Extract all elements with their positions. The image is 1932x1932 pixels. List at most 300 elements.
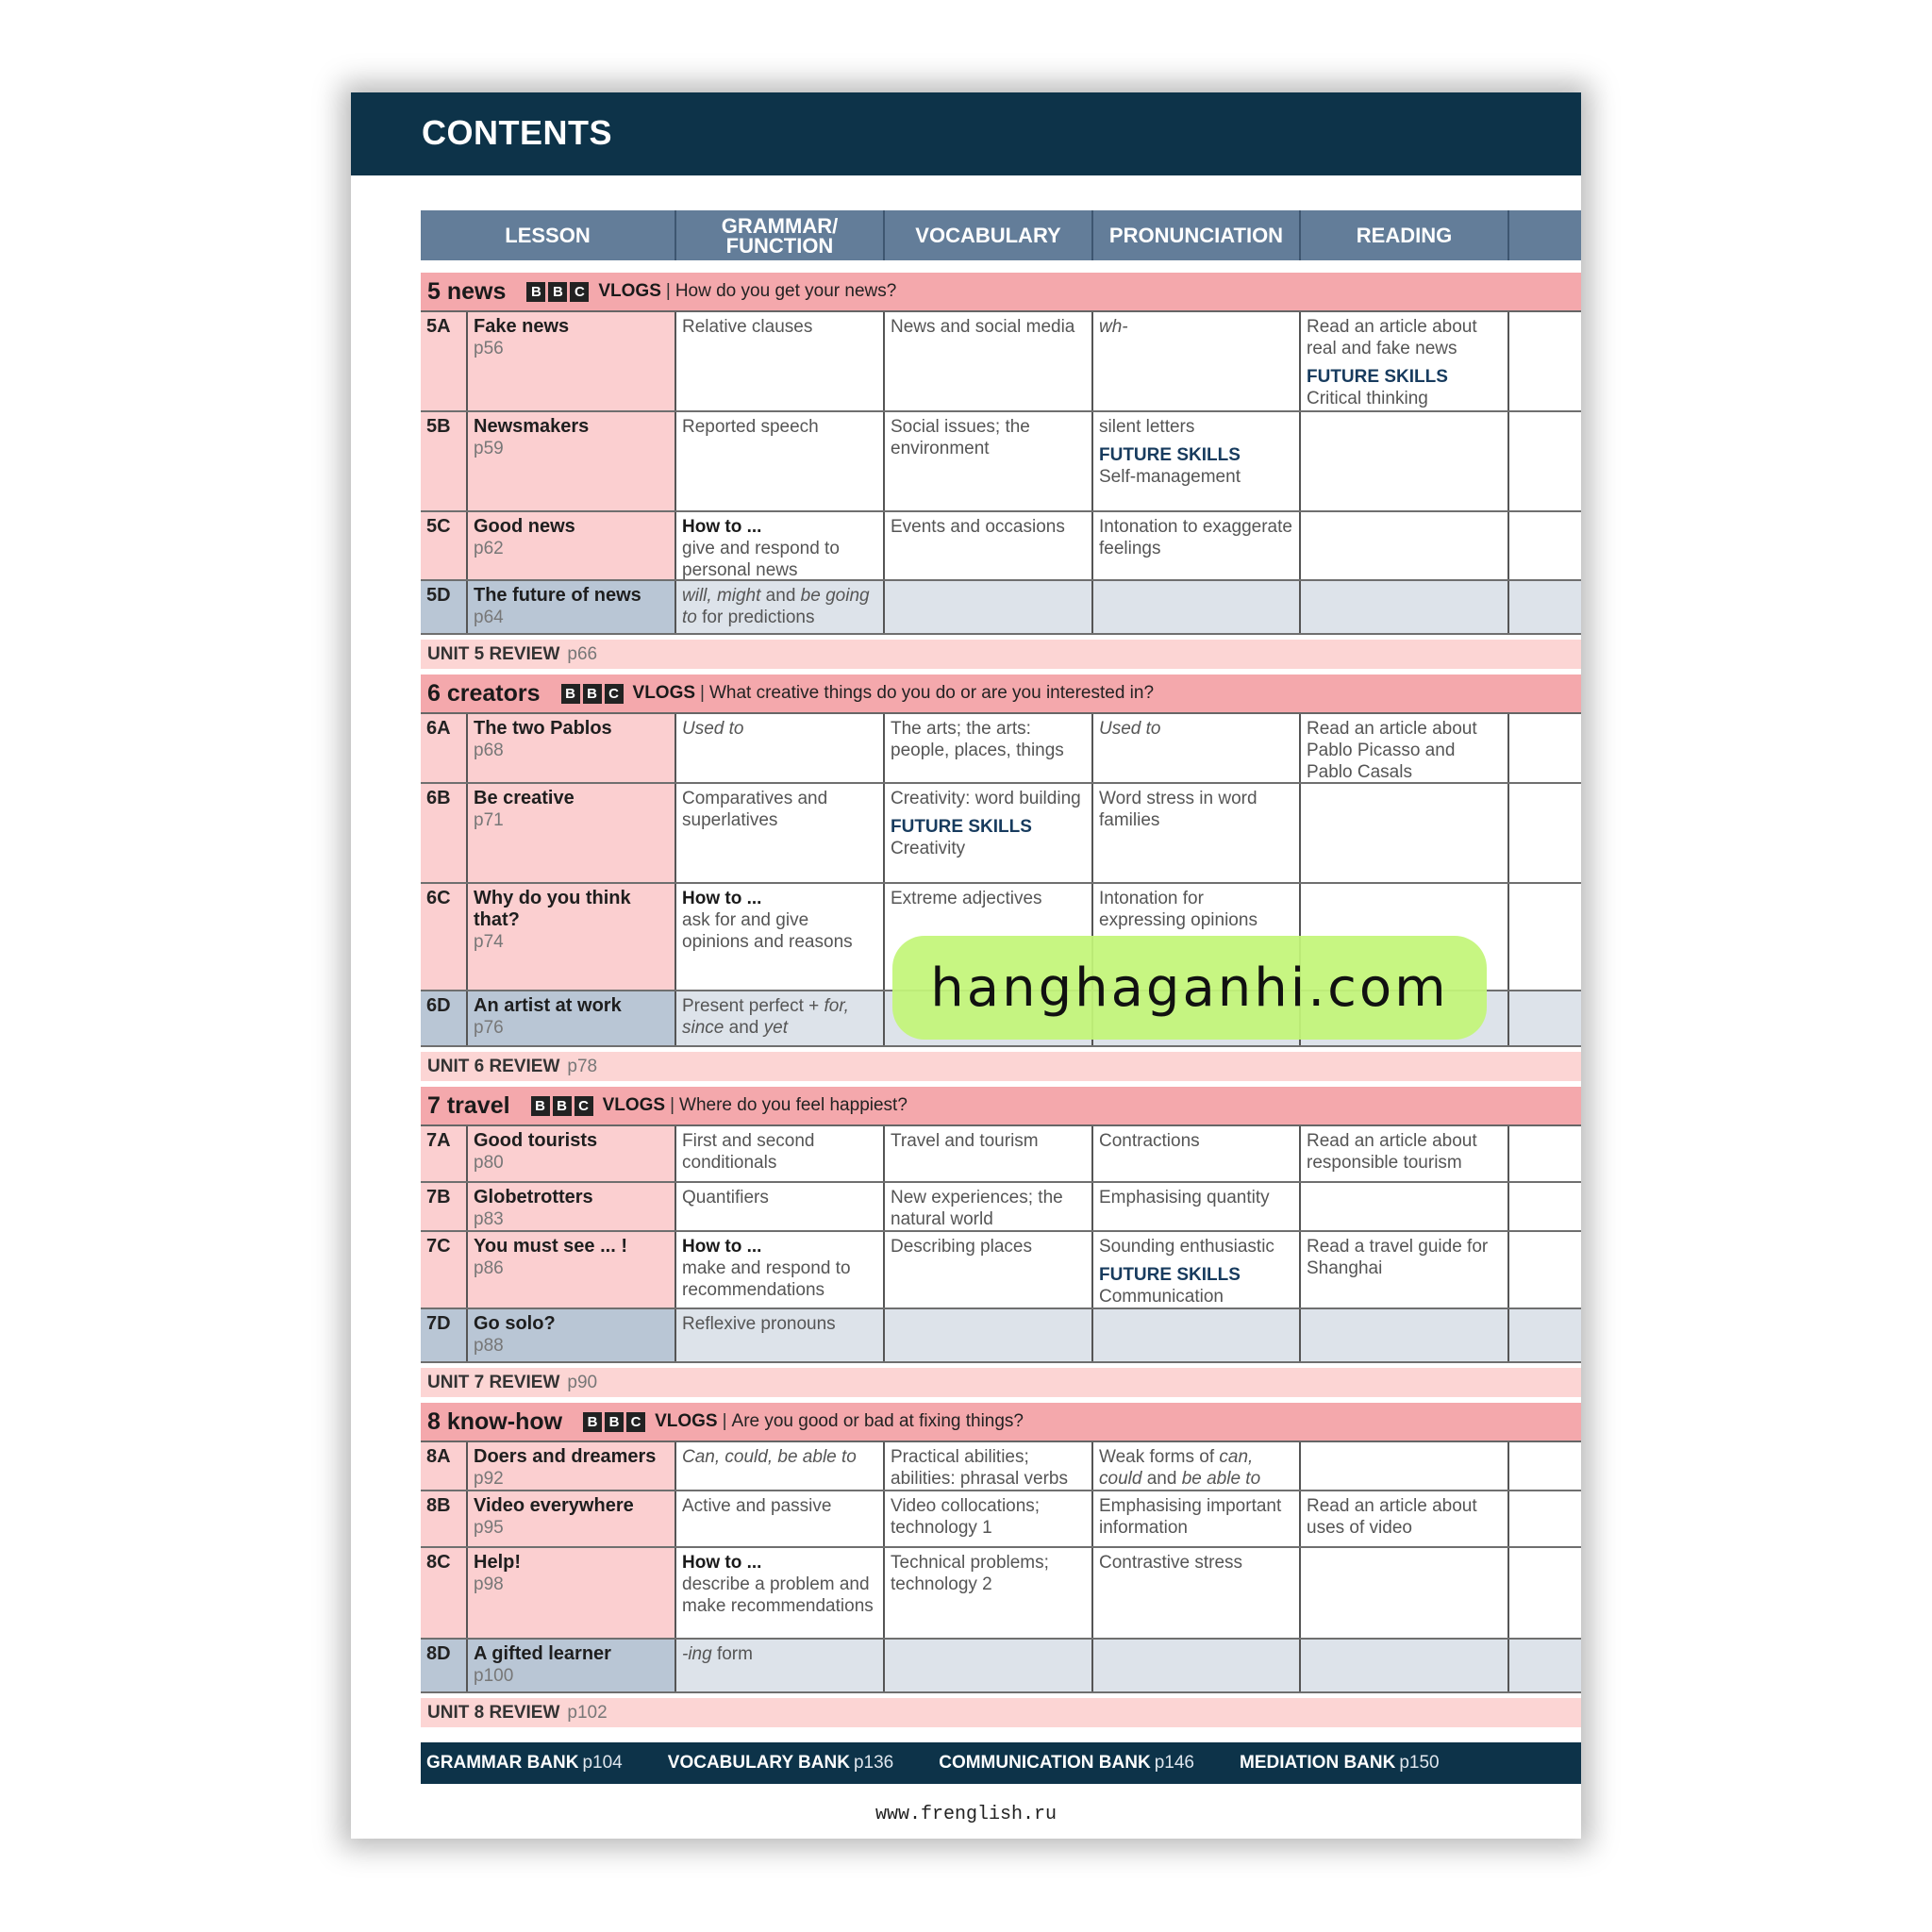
review-label: UNIT 8 REVIEW [427, 1702, 560, 1723]
cell-text: Contrastive stress [1099, 1553, 1243, 1573]
vocabulary-cell [885, 412, 1093, 510]
bank-link [668, 1753, 893, 1774]
lesson-title: Fake news [474, 316, 570, 337]
unit-header [421, 273, 1581, 312]
lesson-cell [468, 1548, 676, 1638]
extra-cell [1509, 784, 1581, 882]
cell-line [891, 1552, 1086, 1595]
grammar-cell [676, 1232, 885, 1307]
extra-cell [1509, 1309, 1581, 1361]
cell-text: describe a problem and make recommendations [682, 1574, 874, 1616]
unit-review [421, 1698, 1581, 1727]
lesson-title: Good tourists [474, 1130, 598, 1151]
extra-cell [1509, 1126, 1581, 1181]
bbc-logo-letter: B [561, 684, 580, 704]
cell-text-italic: be able to [1181, 1469, 1261, 1489]
column-header-grammar: GRAMMAR/ FUNCTION [676, 210, 885, 260]
reading-cell [1301, 1309, 1509, 1361]
cell-text-italic: Used to [1099, 719, 1161, 739]
bank-link [939, 1753, 1194, 1774]
reading-cell [1301, 714, 1509, 782]
column-header-lesson: LESSON [421, 210, 676, 260]
lesson-title: An artist at work [474, 995, 622, 1016]
reading-cell [1301, 1232, 1509, 1307]
bank-page: p136 [853, 1753, 894, 1773]
cell-text: Describing places [891, 1237, 1032, 1257]
cell-text: Communication [1099, 1287, 1224, 1307]
pronunciation-cell [1093, 1183, 1301, 1230]
cell-text: Word stress in word families [1099, 789, 1257, 830]
bbc-logo-letter: B [548, 282, 567, 302]
cell-text: Practical abilities; abilities: phrasal verbs [891, 1447, 1068, 1489]
grammar-cell [676, 991, 885, 1045]
unit-header [421, 675, 1581, 714]
grammar-cell [676, 312, 885, 410]
unit-title: 7 travel [427, 1091, 510, 1119]
bbc-logo-letter: C [570, 282, 589, 302]
grammar-cell [676, 412, 885, 510]
lesson-page: p88 [474, 1336, 504, 1356]
cell-text: Emphasising important information [1099, 1496, 1282, 1538]
cell-text-italic: -ing [682, 1644, 712, 1664]
bbc-logo-letter: B [531, 1096, 550, 1116]
bank-label: GRAMMAR BANK [426, 1753, 579, 1773]
lesson-page: p95 [474, 1518, 504, 1538]
cell-line [682, 1574, 877, 1617]
bank-label: VOCABULARY BANK [667, 1753, 850, 1773]
lesson-title: The future of news [474, 585, 641, 606]
reading-cell [1301, 512, 1509, 579]
lesson-title: Why do you think that? [474, 888, 631, 930]
reading-cell [1301, 784, 1509, 882]
lesson-row [421, 784, 1581, 884]
lesson-code: 8D [421, 1640, 468, 1691]
separator: | [700, 683, 705, 703]
lesson-code: 8B [421, 1491, 468, 1546]
cell-line [682, 1187, 877, 1208]
vocabulary-cell [885, 1183, 1093, 1230]
cell-text-italic: wh- [1099, 317, 1128, 337]
lesson-row [421, 1183, 1581, 1232]
lesson-cell [468, 412, 676, 510]
cell-line [682, 585, 877, 628]
cell-text: Comparatives and superlatives [682, 789, 828, 830]
column-header-vocabulary: VOCABULARY [885, 210, 1093, 260]
bbc-logo-letter: B [553, 1096, 572, 1116]
cell-text: Reported speech [682, 417, 819, 437]
grammar-cell [676, 512, 885, 579]
cell-line [682, 995, 877, 1039]
lesson-page: p74 [474, 932, 504, 952]
cell-line [891, 718, 1086, 761]
cell-line [1307, 1130, 1502, 1174]
lesson-code: 8C [421, 1548, 468, 1638]
cell-line [682, 1236, 877, 1257]
cell-line [682, 1643, 877, 1665]
lesson-row [421, 512, 1581, 581]
lesson-cell [468, 1183, 676, 1230]
lesson-code: 6B [421, 784, 468, 882]
lesson-code: 7C [421, 1232, 468, 1307]
lesson-title: Go solo? [474, 1313, 556, 1334]
pronunciation-cell [1093, 1442, 1301, 1490]
lesson-code: 6A [421, 714, 468, 782]
pronunciation-cell [1093, 581, 1301, 633]
cell-line [1099, 1552, 1293, 1574]
cell-text: Read an article about Pablo Picasso and Pablo Casals [1307, 719, 1477, 782]
cell-text: Contractions [1099, 1131, 1200, 1151]
bbc-logo [531, 1096, 593, 1116]
lesson-cell [468, 1309, 676, 1361]
pronunciation-cell [1093, 1548, 1301, 1638]
lesson-code: 5B [421, 412, 468, 510]
lesson-page: p80 [474, 1153, 504, 1173]
lesson-code: 5C [421, 512, 468, 579]
column-header-reading: READING [1301, 210, 1509, 260]
lesson-page: p71 [474, 810, 504, 830]
reading-cell [1301, 1491, 1509, 1546]
cell-text-italic: will, might [682, 586, 761, 606]
reading-cell [1301, 1640, 1509, 1691]
bbc-logo-letter: C [575, 1096, 593, 1116]
cell-text: The arts; the arts: people, places, things [891, 719, 1064, 760]
cell-line [1099, 1236, 1293, 1257]
cell-text-italic: Used to [682, 719, 744, 739]
reading-cell [1301, 312, 1509, 410]
cell-text: Social issues; the environment [891, 417, 1030, 458]
lesson-title: The two Pablos [474, 718, 612, 739]
lesson-title: Help! [474, 1552, 521, 1573]
cell-line [891, 838, 1086, 859]
cell-line [1307, 1236, 1502, 1279]
page-title: CONTENTS [422, 113, 612, 152]
cell-line [682, 316, 877, 338]
cell-text: form [711, 1644, 753, 1664]
cell-line [891, 788, 1086, 809]
how-to-label: How to ... [682, 1237, 762, 1257]
unit-header [421, 1403, 1581, 1442]
cell-line [891, 516, 1086, 538]
extra-cell [1509, 714, 1581, 782]
grammar-cell [676, 1548, 885, 1638]
cell-line [1099, 1187, 1293, 1208]
vocabulary-cell [885, 1309, 1093, 1361]
vocabulary-cell [885, 1491, 1093, 1546]
separator: | [670, 1095, 675, 1115]
cell-line [1307, 316, 1502, 359]
lesson-row [421, 1640, 1581, 1693]
lesson-page: p59 [474, 439, 504, 458]
cell-line [891, 1130, 1086, 1152]
extra-cell [1509, 512, 1581, 579]
vlogs-label: VLOGS [632, 683, 696, 703]
vocabulary-cell [885, 1640, 1093, 1691]
extra-cell [1509, 1548, 1581, 1638]
bbc-logo-letter: B [605, 1412, 624, 1432]
lesson-row [421, 714, 1581, 784]
vocabulary-cell [885, 581, 1093, 633]
separator: | [722, 1411, 727, 1431]
lesson-code: 8A [421, 1442, 468, 1490]
unit-title: 5 news [427, 277, 507, 305]
unit-header [421, 1087, 1581, 1126]
cell-line [891, 1236, 1086, 1257]
lesson-page: p64 [474, 608, 504, 627]
pronunciation-cell [1093, 1491, 1301, 1546]
cell-text: Extreme adjectives [891, 889, 1042, 908]
review-label: UNIT 6 REVIEW [427, 1056, 560, 1076]
bank-label: MEDIATION BANK [1239, 1753, 1396, 1773]
cell-text: and [724, 1018, 764, 1038]
vocabulary-cell [885, 784, 1093, 882]
bank-link [1240, 1753, 1440, 1774]
cell-text: Video collocations; technology 1 [891, 1496, 1041, 1538]
cell-text: Travel and tourism [891, 1131, 1039, 1151]
extra-cell [1509, 312, 1581, 410]
lesson-row [421, 581, 1581, 635]
reading-cell [1301, 1442, 1509, 1490]
bank-link [426, 1753, 623, 1774]
cell-line [1307, 1495, 1502, 1539]
cell-line [1099, 788, 1293, 831]
cell-line [891, 1446, 1086, 1490]
lesson-code: 7D [421, 1309, 468, 1361]
lesson-cell [468, 991, 676, 1045]
lesson-cell [468, 1442, 676, 1490]
lesson-cell [468, 1640, 676, 1691]
reading-cell [1301, 1126, 1509, 1181]
bbc-logo-letter: C [605, 684, 624, 704]
grammar-cell [676, 581, 885, 633]
unit-title: 8 know-how [427, 1407, 563, 1435]
unit-review [421, 1052, 1581, 1081]
extra-cell [1509, 991, 1581, 1045]
cell-text: Creativity: word building [891, 789, 1081, 808]
lesson-page: p100 [474, 1666, 514, 1686]
cell-text-italic: Can, could, be able to [682, 1447, 857, 1467]
cell-text: Present perfect + [682, 996, 824, 1016]
source-url: www.frenglish.ru [874, 1804, 1058, 1825]
lesson-cell [468, 1232, 676, 1307]
lesson-code: 5A [421, 312, 468, 410]
cell-text: give and respond to personal news [682, 539, 840, 579]
reference-banks-bar [421, 1742, 1581, 1784]
lesson-title: You must see ... ! [474, 1236, 627, 1257]
cell-line [1307, 718, 1502, 782]
extra-cell [1509, 1232, 1581, 1307]
cell-line [891, 1187, 1086, 1230]
extra-cell [1509, 1183, 1581, 1230]
grammar-cell [676, 1640, 885, 1691]
lesson-page: p56 [474, 339, 504, 358]
lesson-row [421, 412, 1581, 512]
bbc-logo-letter: B [526, 282, 545, 302]
cell-text: Read an article about uses of video [1307, 1496, 1477, 1538]
cell-text: Relative clauses [682, 317, 813, 337]
grammar-cell [676, 714, 885, 782]
pronunciation-cell [1093, 412, 1301, 510]
cell-line [682, 1130, 877, 1174]
cell-text: make and respond to recommendations [682, 1258, 851, 1300]
lesson-page: p86 [474, 1258, 504, 1278]
cell-text: Read an article about real and fake news [1307, 317, 1477, 358]
cell-line [1099, 888, 1293, 931]
cell-text: New experiences; the natural world [891, 1188, 1063, 1229]
lesson-code: 7B [421, 1183, 468, 1230]
cell-text-italic: yet [763, 1018, 788, 1038]
lesson-title: Globetrotters [474, 1187, 593, 1208]
cell-line [682, 788, 877, 831]
future-skills-label: FUTURE SKILLS [1307, 367, 1448, 387]
separator: | [665, 281, 671, 301]
lesson-page: p62 [474, 539, 504, 558]
cell-line [682, 1257, 877, 1301]
cell-text: Technical problems; technology 2 [891, 1553, 1049, 1594]
cell-line [1099, 1495, 1293, 1539]
grammar-cell [676, 1491, 885, 1546]
cell-line [1099, 718, 1293, 740]
column-header-pronunciation: PRONUNCIATION [1093, 210, 1301, 260]
cell-line [682, 538, 877, 579]
review-label: UNIT 5 REVIEW [427, 643, 560, 664]
cell-text: and [1141, 1469, 1182, 1489]
lesson-row [421, 1232, 1581, 1309]
lesson-page: p76 [474, 1018, 504, 1038]
cell-line [1099, 1286, 1293, 1307]
pronunciation-cell [1093, 714, 1301, 782]
lesson-title: Doers and dreamers [474, 1446, 657, 1467]
grammar-cell [676, 884, 885, 990]
cell-text: News and social media [891, 317, 1075, 337]
grammar-cell [676, 1442, 885, 1490]
pronunciation-cell [1093, 1309, 1301, 1361]
reading-cell [1301, 1183, 1509, 1230]
cell-text: Intonation for expressing opinions [1099, 889, 1257, 930]
review-page: p102 [567, 1702, 608, 1723]
lesson-code: 7A [421, 1126, 468, 1181]
unit-question: Where do you feel happiest? [679, 1095, 908, 1115]
cell-line [1099, 516, 1293, 559]
cell-line [891, 888, 1086, 909]
bbc-logo-letter: B [583, 1412, 602, 1432]
title-bar [351, 92, 1581, 175]
vocabulary-cell [885, 714, 1093, 782]
header-spacer [421, 260, 1581, 273]
cell-line [682, 1495, 877, 1517]
lesson-code: 6C [421, 884, 468, 990]
vocabulary-cell [885, 312, 1093, 410]
extra-cell [1509, 1491, 1581, 1546]
lesson-row [421, 312, 1581, 412]
lesson-row [421, 1548, 1581, 1640]
cell-line [682, 416, 877, 438]
cell-text: Read a travel guide for Shanghai [1307, 1237, 1489, 1278]
lesson-title: Be creative [474, 788, 575, 808]
pronunciation-cell [1093, 1640, 1301, 1691]
vlogs-label: VLOGS [655, 1411, 718, 1431]
grammar-cell [676, 1126, 885, 1181]
cell-line [682, 1446, 877, 1468]
bbc-logo [583, 1412, 645, 1432]
pronunciation-cell [1093, 1126, 1301, 1181]
grammar-cell [676, 1183, 885, 1230]
cell-text: First and second conditionals [682, 1131, 815, 1173]
lesson-title: Video everywhere [474, 1495, 634, 1516]
extra-cell [1509, 581, 1581, 633]
cell-text: Weak forms of [1099, 1447, 1220, 1467]
cell-text-italic: for, since [682, 996, 849, 1038]
vlogs-label: VLOGS [602, 1095, 666, 1115]
review-page: p66 [567, 643, 598, 664]
cell-text: Active and passive [682, 1496, 832, 1516]
cell-text: for predictions [696, 608, 815, 627]
lesson-cell [468, 581, 676, 633]
how-to-label: How to ... [682, 889, 762, 908]
review-page: p78 [567, 1056, 598, 1076]
lesson-cell [468, 714, 676, 782]
vocabulary-cell [885, 512, 1093, 579]
cell-line [1307, 388, 1502, 409]
lesson-row [421, 1309, 1581, 1363]
cell-text: Sounding enthusiastic [1099, 1237, 1274, 1257]
unit-title: 6 creators [427, 679, 541, 707]
cell-text: Creativity [891, 839, 966, 858]
cell-text: silent letters [1099, 417, 1195, 437]
reading-cell [1301, 581, 1509, 633]
lesson-code: 6D [421, 991, 468, 1045]
extra-cell [1509, 1640, 1581, 1691]
future-skills-label: FUTURE SKILLS [1099, 445, 1241, 465]
unit-question: What creative things do you do or are you interested in? [708, 683, 1155, 703]
bbc-logo [561, 684, 624, 704]
future-skills-label: FUTURE SKILLS [891, 817, 1032, 837]
grammar-cell [676, 784, 885, 882]
cell-text: and [760, 586, 801, 606]
bank-page: p150 [1399, 1753, 1440, 1773]
vocabulary-cell [885, 1548, 1093, 1638]
vocabulary-cell [885, 1232, 1093, 1307]
pronunciation-cell [1093, 784, 1301, 882]
lesson-page: p98 [474, 1574, 504, 1594]
extra-cell [1509, 412, 1581, 510]
cell-line [1099, 416, 1293, 438]
cell-text: Reflexive pronouns [682, 1314, 836, 1334]
cell-text: ask for and give opinions and reasons [682, 910, 853, 952]
cell-text: Read an article about responsible tourism [1307, 1131, 1477, 1173]
lesson-page: p92 [474, 1469, 504, 1489]
lesson-row [421, 1442, 1581, 1491]
cell-text: Self-management [1099, 467, 1241, 487]
vocabulary-cell [885, 1126, 1093, 1181]
review-label: UNIT 7 REVIEW [427, 1372, 560, 1392]
extra-cell [1509, 884, 1581, 990]
cell-text: Critical thinking [1307, 389, 1428, 408]
lesson-row [421, 1126, 1581, 1183]
grammar-cell [676, 1309, 885, 1361]
vlogs-label: VLOGS [598, 281, 661, 301]
cell-text: Intonation to exaggerate feelings [1099, 517, 1292, 558]
cell-line [1099, 316, 1293, 338]
lesson-cell [468, 884, 676, 990]
cell-text: Quantifiers [682, 1188, 769, 1208]
bbc-logo-letter: C [626, 1412, 645, 1432]
lesson-title: A gifted learner [474, 1643, 611, 1664]
unit-question: How do you get your news? [675, 281, 897, 301]
cell-line [891, 316, 1086, 338]
reading-cell [1301, 412, 1509, 510]
unit-review [421, 640, 1581, 669]
lesson-cell [468, 312, 676, 410]
